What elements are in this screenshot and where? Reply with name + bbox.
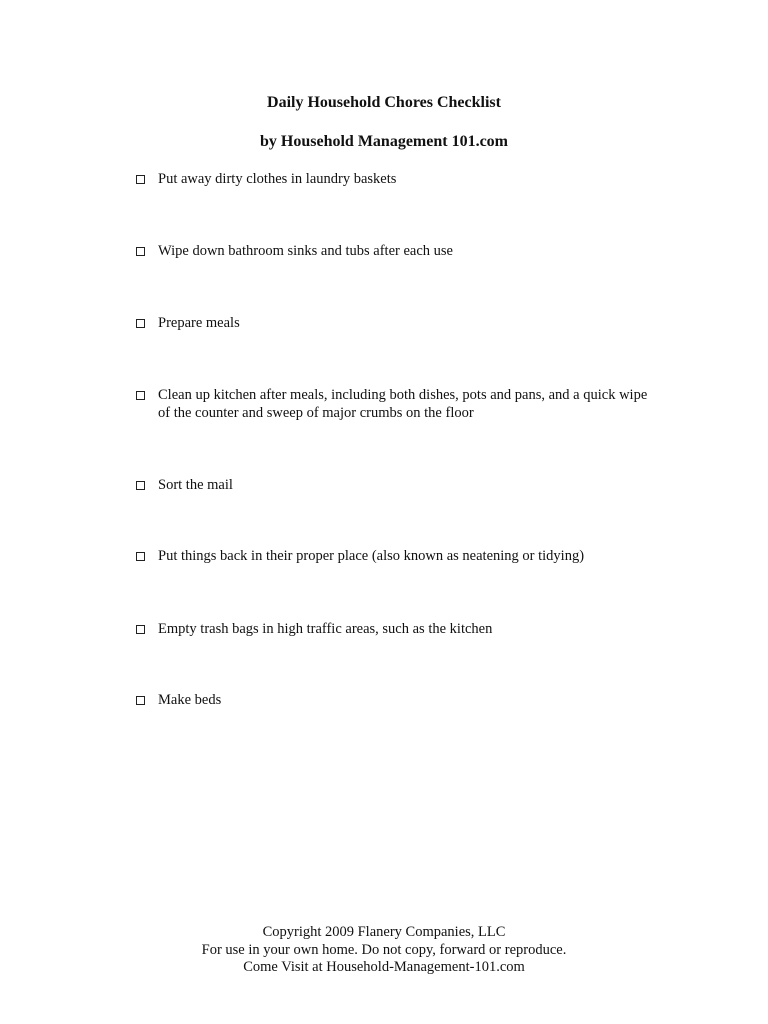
page-subtitle: by Household Management 101.com bbox=[260, 133, 508, 150]
checklist-item bbox=[136, 170, 656, 188]
checkbox[interactable] bbox=[136, 481, 145, 490]
checkbox[interactable] bbox=[136, 696, 145, 705]
checklist-item bbox=[136, 386, 656, 422]
footer-usage-notice: For use in your own home. Do not copy, forward or reproduce. bbox=[201, 941, 567, 958]
checkbox[interactable] bbox=[136, 552, 145, 561]
checkbox[interactable] bbox=[136, 247, 145, 256]
checklist-item-label: Empty trash bags in high traffic areas, such as the kitchen bbox=[158, 621, 493, 637]
checklist-item bbox=[136, 547, 656, 565]
checkbox[interactable] bbox=[136, 625, 145, 634]
checklist-item-label: Make beds bbox=[158, 692, 222, 708]
checklist-item bbox=[136, 691, 656, 709]
checklist-item-label: Sort the mail bbox=[158, 477, 233, 493]
checklist-item-label: Clean up kitchen after meals, including both dishes, pots and pans, and a quick wipe of the counter and sweep of major crumbs on the floor bbox=[158, 387, 648, 421]
footer-copyright: Copyright 2009 Flanery Companies, LLC bbox=[262, 924, 506, 940]
checklist-item-label: Put things back in their proper place (also known as neatening or tidying) bbox=[158, 548, 585, 564]
checklist-item-label: Wipe down bathroom sinks and tubs after each use bbox=[158, 243, 453, 259]
checklist-item bbox=[136, 242, 656, 260]
footer-visit-link: Come Visit at Household-Management-101.com bbox=[243, 959, 525, 975]
checkbox[interactable] bbox=[136, 391, 145, 400]
checkbox[interactable] bbox=[136, 175, 145, 184]
checklist-item bbox=[136, 620, 656, 638]
footer bbox=[0, 924, 768, 977]
checklist-item bbox=[136, 314, 656, 332]
checklist-item-label: Put away dirty clothes in laundry baskets bbox=[158, 171, 397, 187]
checkbox[interactable] bbox=[136, 319, 145, 328]
checklist-item bbox=[136, 476, 656, 494]
checklist-item-label: Prepare meals bbox=[158, 315, 240, 331]
page-title: Daily Household Chores Checklist bbox=[267, 94, 501, 111]
